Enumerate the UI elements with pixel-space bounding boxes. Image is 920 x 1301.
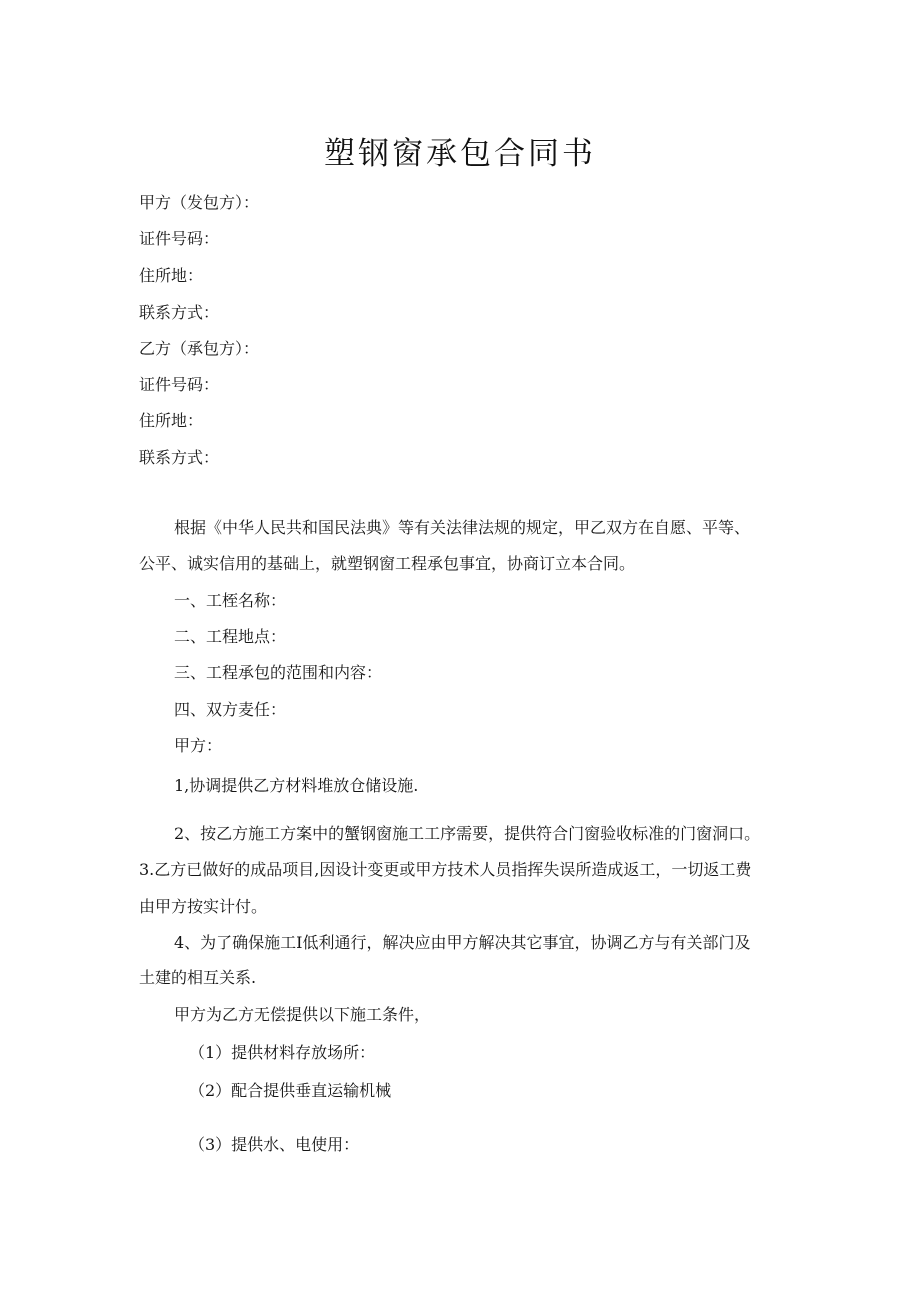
party-b-address: 住所地： [139,411,204,430]
duty-item-2: 2、按乙方施工方案中的蟹钢窗施工工序需要，提供符合门窗验收标准的门窗洞口。 [174,824,761,843]
section-responsibilities: 四、双方麦任： [174,700,287,719]
duty-item-1: 1,协调提供乙方材料堆放仓储设施. [174,776,419,795]
duty-item-3-line-2: 由甲方按实计付。 [139,897,268,916]
condition-1: （1）提供材料存放场所： [189,1043,376,1062]
preamble-line-2: 公平、诚实信用的基础上，就塑钢窗工程承包事宜，协商订立本合同。 [139,554,636,573]
party-a-duties-label: 甲方： [174,736,223,755]
duty-item-3-line-1: 3.乙方已做好的成品项目,因设计变更或甲方技术人员指挥失误所造成返工，一切返工费 [139,860,752,879]
preamble-line-1: 根据《中华人民共和国民法典》等有关法律法规的规定，甲乙双方在自愿、平等、 [174,518,751,537]
section-project-location: 二、工程地点： [174,627,287,646]
party-a-address: 住所地： [139,266,204,285]
party-b-contact: 联系方式： [139,448,220,467]
section-project-scope: 三、工程承包的范围和内容： [174,663,383,682]
party-a-header: 甲方（发包方）： [139,193,260,212]
conditions-intro: 甲方为乙方无偿提供以下施工条件， [174,1005,431,1024]
document-title: 塑钢窗承包合同书 [324,136,596,172]
condition-3: （3）提供水、电使用： [189,1135,360,1154]
duty-item-4-line-1: 4、为了确保施工I低利通行，解决应由甲方解决其它事宜，协调乙方与有关部门及 [174,933,751,952]
party-b-id-number: 证件号码： [139,375,220,394]
party-a-id-number: 证件号码： [139,229,220,248]
party-a-contact: 联系方式： [139,303,220,322]
duty-item-4-line-2: 土建的相互关系. [139,968,257,987]
section-project-name: 一、工桎名称： [174,591,287,610]
party-b-header: 乙方（承包方）： [139,339,260,358]
condition-2: （2）配合提供垂直运输机械 [189,1081,392,1100]
